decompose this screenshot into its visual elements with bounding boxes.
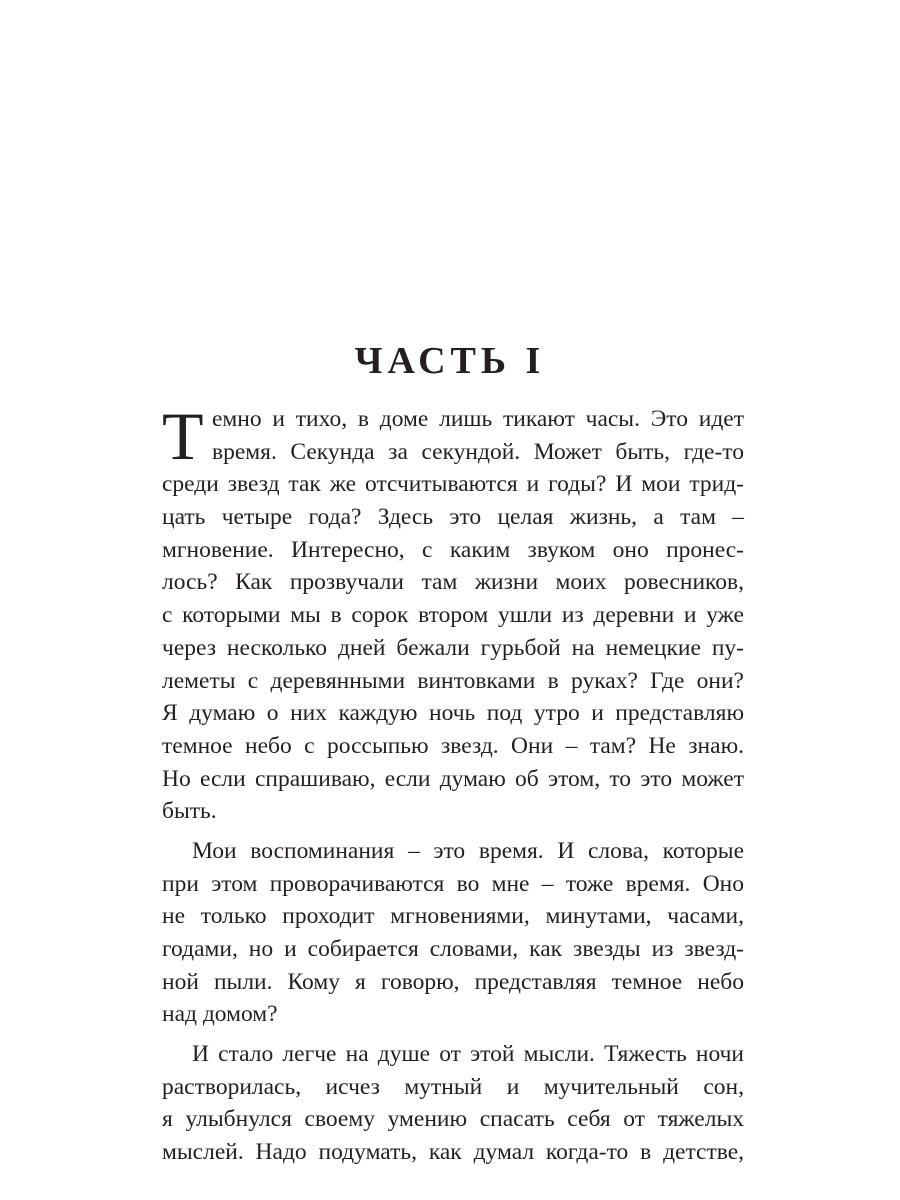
chapter-title: ЧАСТЬ I [354, 340, 546, 382]
text-line: Мои воспоминания – это время. И слова, которые [192, 837, 744, 864]
text-line: Но если спрашиваю, если думаю об этом, то это может [162, 765, 744, 792]
text-line: годами, но и собирается словами, как звезды из звезд- [162, 936, 744, 962]
paragraph-gap [162, 1031, 744, 1038]
text-line: емно и тихо, в доме лишь тикают часы. Это идет [212, 406, 744, 432]
text-line: цать четыре года? Здесь это целая жизнь, а там – [162, 504, 744, 531]
text-line: Я думаю о них каждую ночь под утро и представляю [162, 700, 744, 727]
text-line: среди звезд так же отсчитываются и годы? И мои трид- [162, 471, 744, 498]
paragraph-gap [162, 828, 744, 835]
text-line: быть. [162, 798, 217, 825]
text-line: я улыбнулся своему умению спасать себя от тяжелых [162, 1106, 744, 1133]
text-line: мгновение. Интересно, с каким звуком оно пронес- [162, 536, 744, 563]
text-line: И стало легче на душе от этой мысли. Тяжесть ночи [192, 1041, 744, 1068]
paragraph-2 [162, 835, 744, 1031]
text-line: над домом? [162, 1001, 278, 1028]
paragraph-3 [162, 1038, 744, 1169]
text-line: темное небо с россыпью звезд. Они – там? Не знаю. [162, 732, 744, 759]
text-line: мыслей. Надо подумать, как думал когда-то в детстве, [162, 1139, 744, 1166]
drop-cap: Т [162, 398, 204, 474]
body-text [162, 398, 744, 1169]
text-line: леметы с деревянными винтовками в руках? Где они? [162, 667, 744, 694]
text-line: растворилась, исчез мутный и мучительный сон, [162, 1073, 744, 1100]
text-line: не только проходит мгновениями, минутами, часами, [162, 903, 744, 930]
text-line: с которыми мы в сорок втором ушли из деревни и уже [162, 602, 744, 629]
text-line: через несколько дней бежали гурьбой на немецкие пу- [162, 634, 744, 661]
text-line: время. Секунда за секундой. Может быть, где-то [212, 438, 744, 465]
text-line: лось? Как прозвучали там жизни моих ровесников, [162, 569, 744, 596]
text-line: ной пыли. Кому я говорю, представляя темное небо [162, 968, 744, 995]
text-line: при этом проворачиваются во мне – тоже время. Оно [162, 870, 744, 897]
paragraph-1 [162, 398, 744, 828]
